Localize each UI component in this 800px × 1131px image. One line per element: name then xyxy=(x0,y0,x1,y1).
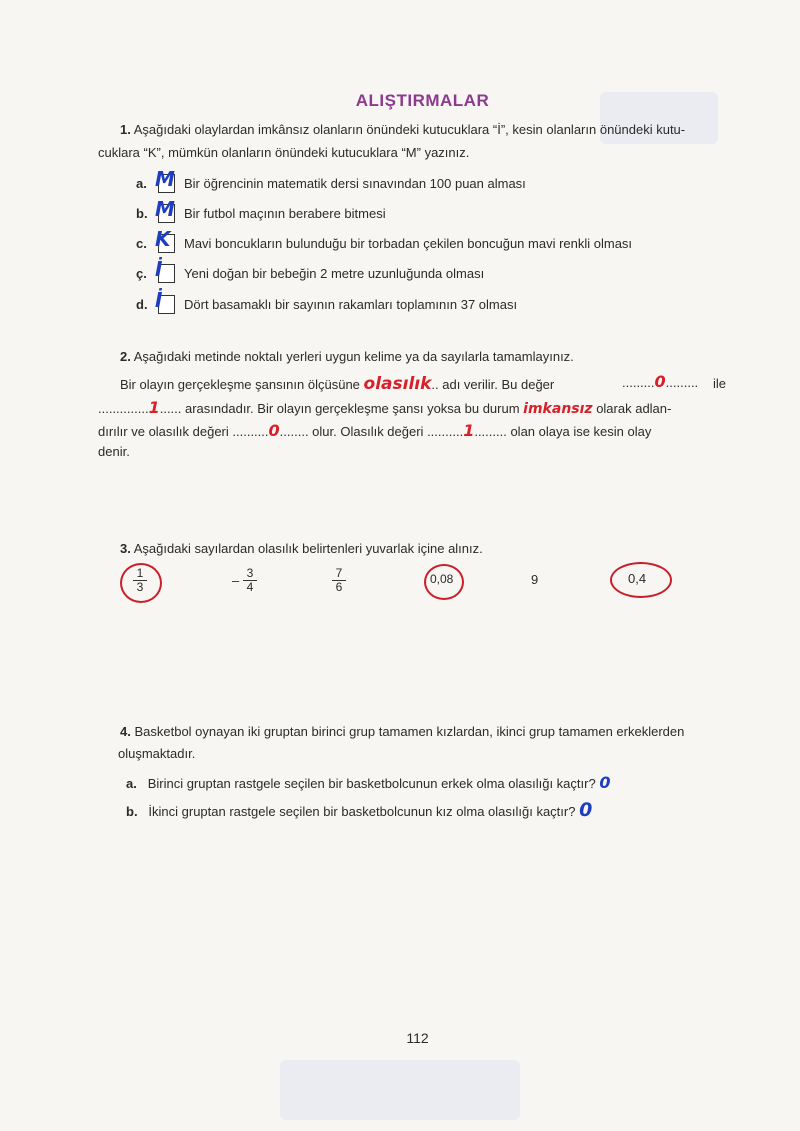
fraction-1-3: $\frac{1}{3}$ xyxy=(133,567,147,594)
q1-number: 1. xyxy=(120,122,131,137)
q2-blank-0: .........0......... xyxy=(622,372,699,391)
q2-line4: denir. xyxy=(98,444,130,459)
q1-text-line2: cuklara “K”, mümkün olanların önündeki kutucuklara “M” yazınız. xyxy=(98,145,470,160)
answer-box xyxy=(155,227,180,252)
answer-olasilik: olasılık xyxy=(363,374,432,394)
answer-a: 0 xyxy=(599,773,611,792)
q1-item-label: a. xyxy=(136,176,147,191)
answer-1b: 1 xyxy=(463,421,475,440)
answer-box xyxy=(155,288,180,313)
value-0-08: 0,08 xyxy=(430,572,454,586)
q1-item xyxy=(136,197,386,222)
q2-line1: Bir olayın gerçekleşme şansının ölçüsüne olasılık.. adı verilir. Bu değer xyxy=(120,374,555,394)
q1-item-text: Mavi boncukların bulunduğu bir torbadan çekilen boncuğun mavi renkli olması xyxy=(184,236,633,251)
q2-line3: dırılır ve olasılık değeri ..........0........ olur. Olasılık değeri ..........1......... olan olaya ise kesin olay xyxy=(98,421,652,440)
answer-0: 0 xyxy=(654,372,666,391)
show-through-box xyxy=(280,1060,520,1120)
answer-box xyxy=(155,257,180,282)
answer-mark: M xyxy=(155,167,175,191)
value-0-4: 0,4 xyxy=(628,571,647,586)
q1-item xyxy=(136,167,526,192)
q1-item-text: Dört basamaklı bir sayının rakamları toplamının 37 olması xyxy=(184,297,518,312)
answer-b: 0 xyxy=(579,799,593,821)
value-9: 9 xyxy=(531,572,539,587)
fraction-neg-3-4: $\frac{3}{4}$ xyxy=(243,567,257,594)
answer-mark: İ xyxy=(155,288,163,312)
q2-line2: ..............1...... arasındadır. Bir olayın gerçekleşme şansı yoksa bu durum imkansız olarak adlan- xyxy=(98,398,672,417)
fraction-7-6: $\frac{7}{6}$ xyxy=(332,567,346,594)
q1-item-label: b. xyxy=(136,206,148,221)
q1-item-label: c. xyxy=(136,236,147,251)
answer-mark: M xyxy=(155,197,175,221)
answer-box xyxy=(155,197,180,222)
answer-1: 1 xyxy=(148,398,160,417)
q4-text-line2: oluşmaktadır. xyxy=(118,746,196,761)
minus-sign: – xyxy=(232,573,240,588)
q1-item-label: d. xyxy=(136,297,148,312)
q4-item-b: b. İkinci gruptan rastgele seçilen bir basketbolcunun kız olma olasılığı kaçtır? 0 xyxy=(126,799,593,821)
answer-mark: İ xyxy=(155,257,163,281)
q1-item-text: Bir futbol maçının berabere bitmesi xyxy=(184,206,386,221)
q1-item-label: ç. xyxy=(136,266,147,281)
q3-text: 3. Aşağıdaki sayılardan olasılık belirtenleri yuvarlak içine alınız. xyxy=(120,541,483,556)
q1-item-text: Yeni doğan bir bebeğin 2 metre uzunluğunda olması xyxy=(184,266,485,281)
q2-intro: 2. Aşağıdaki metinde noktalı yerleri uygun kelime ya da sayılarla tamamlayınız. xyxy=(120,349,574,364)
page-number: 112 xyxy=(406,1030,429,1046)
q1-item xyxy=(136,288,518,313)
answer-imkansiz: imkansız xyxy=(523,401,593,417)
q4-text-line1: 4. Basketbol oynayan iki gruptan birinci grup tamamen kızlardan, ikinci grup tamamen erkeklerden xyxy=(120,724,685,739)
q4-item-a: a. Birinci gruptan rastgele seçilen bir basketbolcunun erkek olma olasılığı kaçtır? 0 xyxy=(126,773,611,792)
q2-ile: ile xyxy=(713,376,727,391)
q1-item-text: Bir öğrencinin matematik dersi sınavından 100 puan alması xyxy=(184,176,526,191)
answer-box xyxy=(155,167,180,192)
q1-text-line1: 1. Aşağıdaki olaylardan imkânsız olanların önündeki kutucuklara “İ”, kesin olanların önündeki kutu- xyxy=(120,122,686,137)
page-title: ALIŞTIRMALAR xyxy=(355,91,490,110)
q1-item xyxy=(136,227,633,252)
answer-0b: 0 xyxy=(268,421,280,440)
answer-mark: K xyxy=(155,227,171,251)
q1-item xyxy=(136,257,485,282)
